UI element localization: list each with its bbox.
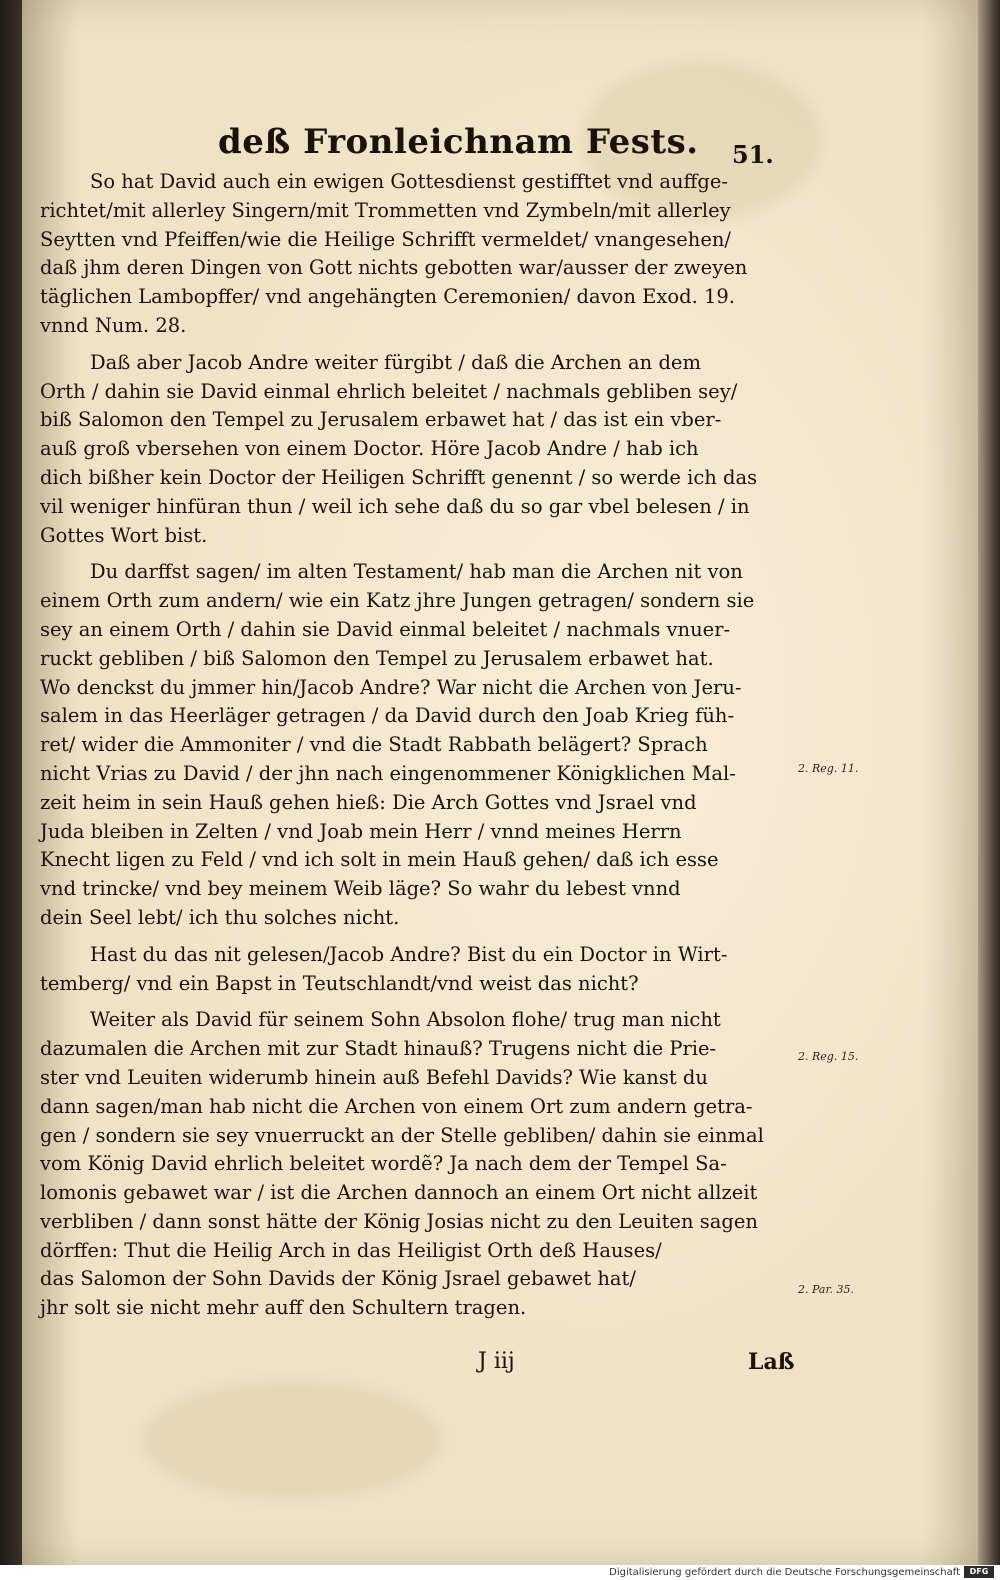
paragraph	[40, 558, 820, 932]
marginal-note: 2. Reg. 15.	[798, 1050, 859, 1063]
text-line: dich bißher kein Doctor der Heiligen Schrifft genennt / so werde ich das	[40, 465, 758, 489]
text-line: Daß aber Jacob Andre weiter fürgibt / daß die Archen an dem	[90, 350, 701, 374]
text-line: verbliben / dann sonst hätte der König Josias nicht zu den Leuiten sagen	[40, 1209, 758, 1233]
main-text	[40, 168, 820, 1327]
marginal-note: 2. Reg. 11.	[798, 762, 859, 775]
text-line: So hat David auch ein ewigen Gottesdienst gestifftet vnd auffge-	[90, 170, 729, 193]
text-line: sey an einem Orth / dahin sie David einmal beleitet / nachmals vnuer-	[40, 617, 731, 641]
text-line: Juda bleiben in Zelten / vnd Joab mein Herr / vnnd meines Herrn	[40, 819, 682, 843]
text-line: zeit heim in sein Hauß gehen hieß: Die Arch Gottes vnd Jsrael vnd	[40, 790, 697, 814]
paper-stain	[142, 1380, 442, 1500]
text-line: dann sagen/man hab nicht die Archen von einem Ort zum andern getra-	[40, 1094, 753, 1118]
text-line: vil weniger hinfüran thun / weil ich sehe daß du so gar vbel belesen / in	[40, 494, 750, 518]
text-line: das Salomon der Sohn Davids der König Jsrael gebawet hat/	[40, 1267, 636, 1291]
dfg-logo: DFG	[964, 1566, 994, 1578]
text-line: Seytten vnd Pfeiffen/wie die Heilige Schrifft vermeldet/ vnangesehen/	[40, 227, 731, 251]
text-line: vom König David ehrlich beleitet wordẽ? Ja nach dem der Tempel Sa-	[40, 1152, 727, 1176]
text-line: Weiter als David für seinem Sohn Absolon flohe/ trug man nicht	[90, 1008, 721, 1032]
text-line: Du darffst sagen/ im alten Testament/ hab man die Archen nit von	[90, 560, 743, 584]
digitization-credit: Digitalisierung gefördert durch die Deutsche Forschungsgemeinschaft	[609, 1567, 960, 1578]
text-line: gen / sondern sie sey vnuerruckt an der Stelle gebliben/ dahin sie einmal	[40, 1123, 764, 1147]
text-line: Wo denckst du jmmer hin/Jacob Andre? War nicht die Archen von Jeru-	[40, 675, 742, 699]
text-line: einem Orth zum andern/ wie ein Katz jhre Jungen getragen/ sondern sie	[40, 589, 755, 613]
text-line: auß groß vbersehen von einem Doctor. Höre Jacob Andre / hab ich	[40, 437, 699, 461]
text-line: salem in das Heerläger getragen / da David durch den Joab Krieg füh-	[40, 704, 735, 728]
text-line: ret/ wider die Ammoniter / vnd die Stadt Rabbath belägert? Sprach	[40, 733, 708, 757]
running-head: deß Fronleichnam Fests.	[218, 122, 699, 162]
marginal-note: 2. Par. 35.	[798, 1283, 854, 1296]
text-line: temberg/ vnd ein Bapst in Teutschlandt/vnd weist das nicht?	[40, 971, 639, 995]
page-edge	[978, 0, 1000, 1565]
text-line: daß jhm deren Dingen von Gott nichts gebotten war/ausser der zweyen	[40, 256, 748, 280]
text-line: biß Salomon den Tempel zu Jerusalem erbawet hat / das ist ein vber-	[40, 408, 722, 432]
text-line: vnd trincke/ vnd bey meinem Weib läge? So wahr du lebest vnnd	[40, 877, 681, 901]
text-line: täglichen Lambopffer/ vnd angehängten Ceremonien/ davon Exod. 19.	[40, 285, 735, 309]
text-line: dörffen: Thut die Heilig Arch in das Heiligist Orth deß Hauses/	[40, 1238, 662, 1262]
text-line: jhr solt sie nicht mehr auff den Schultern tragen.	[40, 1296, 527, 1320]
text-line: richtet/mit allerley Singern/mit Trommetten vnd Zymbeln/mit allerley	[40, 198, 731, 222]
paragraph	[40, 941, 820, 999]
text-line: lomonis gebawet war / ist die Archen dannoch an einem Ort nicht allzeit	[40, 1181, 758, 1205]
paragraph	[40, 349, 820, 551]
paragraph	[40, 168, 820, 341]
text-line: Orth / dahin sie David einmal ehrlich beleitet / nachmals gebliben sey/	[40, 379, 738, 403]
page-number: 51.	[732, 140, 774, 169]
catchword: Laß	[748, 1349, 795, 1375]
text-line: ruckt gebliben / biß Salomon den Tempel zu Jerusalem erbawet hat.	[40, 646, 714, 670]
text-line: dazumalen die Archen mit zur Stadt hinauß? Trugens nicht die Prie-	[40, 1037, 717, 1061]
text-line: vnnd Num. 28.	[40, 313, 187, 337]
text-line: ster vnd Leuiten widerumb hinein auß Befehl Davids? Wie kanst du	[40, 1065, 708, 1089]
text-line: Hast du das nit gelesen/Jacob Andre? Bist du ein Doctor in Wirt-	[90, 942, 728, 966]
text-line: Knecht ligen zu Feld / vnd ich solt in mein Hauß gehen/ daß ich esse	[40, 848, 719, 872]
signature-mark: J iij	[478, 1349, 515, 1374]
text-line: nicht Vrias zu David / der jhn nach eingenommener Königklichen Mal-	[40, 761, 736, 785]
text-line: dein Seel lebt/ ich thu solches nicht.	[40, 905, 400, 929]
text-line: Gottes Wort bist.	[40, 523, 208, 547]
paragraph	[40, 1006, 820, 1323]
